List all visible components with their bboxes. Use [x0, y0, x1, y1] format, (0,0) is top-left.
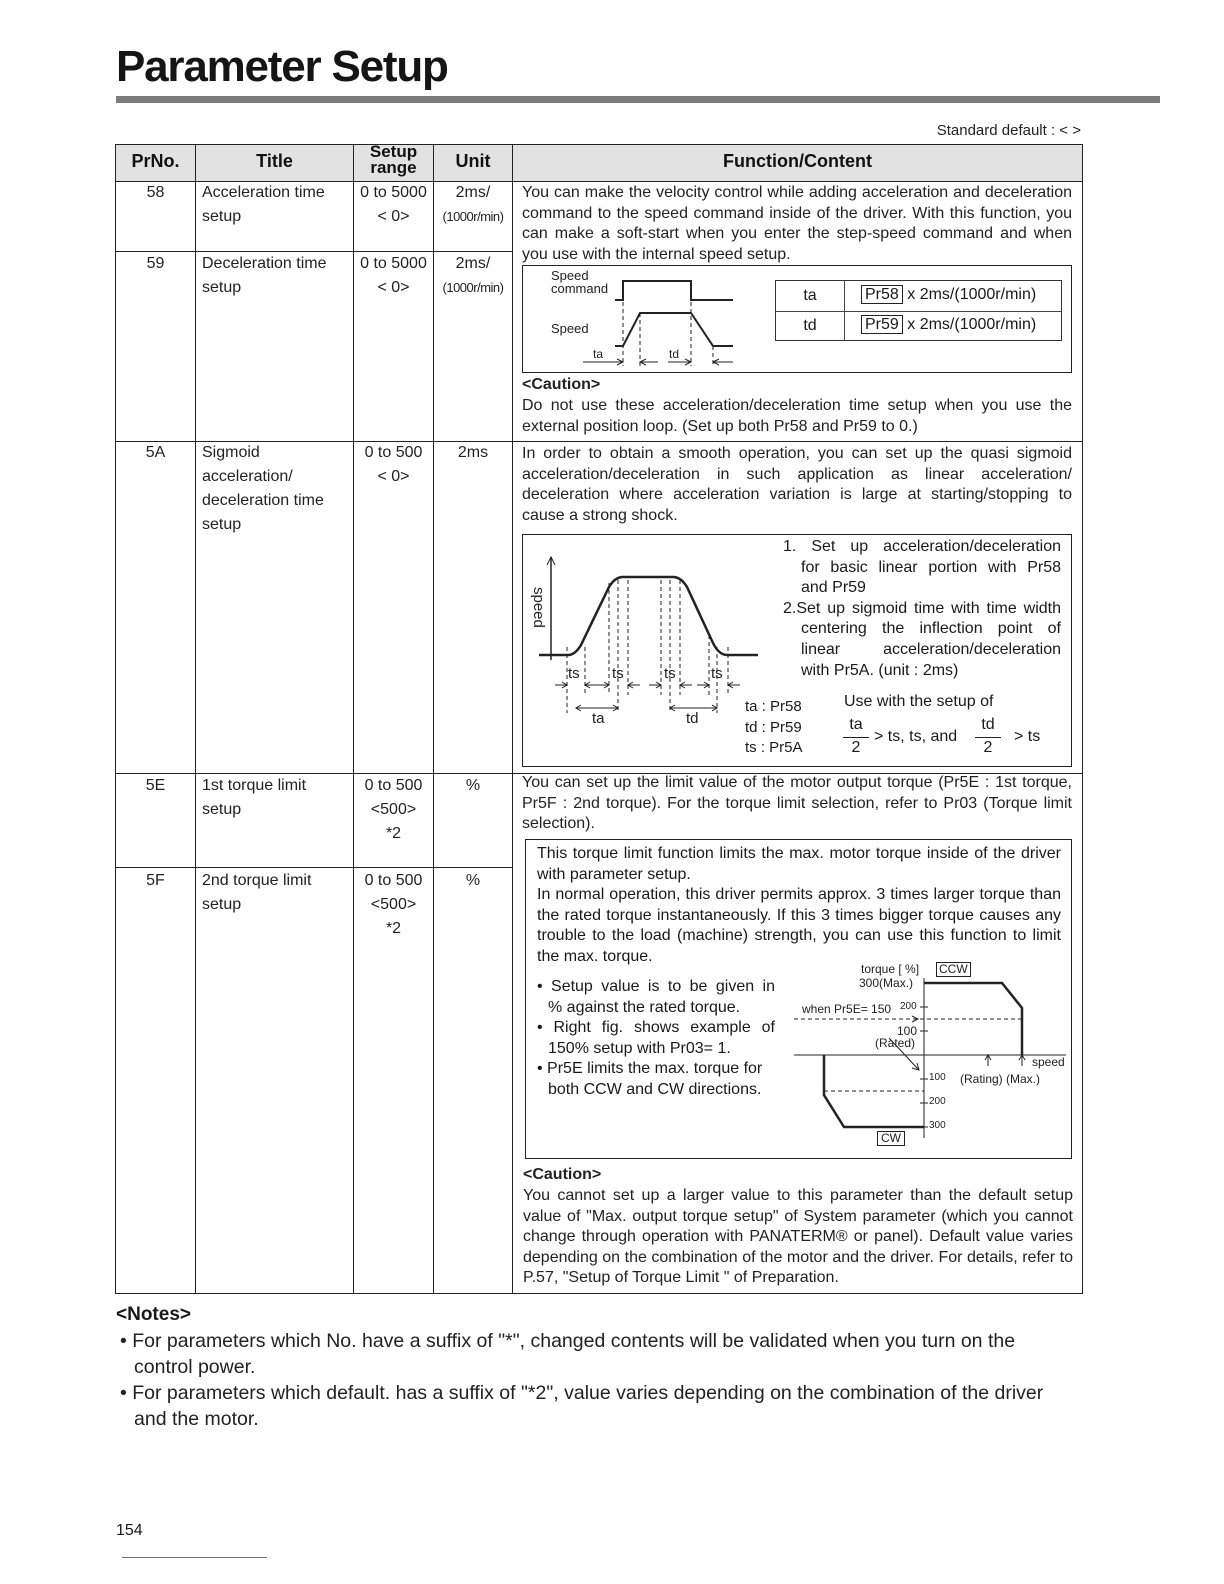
sigmoid-instructions [783, 537, 1061, 681]
box-paragraph: This torque limit function limits the max. motor torque inside of the driver with parameter setup. [537, 845, 1061, 883]
td-label: td [669, 347, 680, 361]
ts-label: ts [664, 665, 676, 682]
row-5f-unit: % [465, 872, 481, 889]
fraction-bar [975, 737, 1001, 738]
title-line: acceleration/ [202, 468, 293, 485]
tick-neg-100: 100 [929, 1072, 946, 1083]
range-value: 0 to 500 [364, 872, 423, 889]
speed-profile-diagram [523, 266, 773, 372]
legend-line: ts : Pr5A [745, 739, 803, 756]
torque-caution-text: You cannot set up a larger value to this parameter than the default setup value of "Max. output torque setup" of System parameter (which you cannot change through operation with PANATERM® or panel). Default value varies depending on the combination of the motor and the driver. For details, refer to P.57, "Setup of Torque Limit " of Preparation. [523, 1187, 1073, 1287]
default-value: < 0> [377, 208, 410, 225]
table-divider [512, 144, 513, 1294]
label-line: Speed [551, 268, 589, 283]
notes-title: <Notes> [116, 1304, 191, 1325]
table-divider [353, 144, 354, 1294]
row-5f-title [202, 869, 352, 917]
range-value: 0 to 500 [364, 444, 423, 461]
title-line: 2nd torque limit [202, 872, 312, 889]
row-5f-range [354, 869, 433, 941]
instruction-line: for basic linear portion with Pr58 [801, 558, 1061, 576]
header-setup-range [354, 144, 433, 176]
row-59-prno: 59 [146, 255, 165, 272]
td-formula: x 2ms/(1000r/min) [907, 316, 1037, 333]
frac-td-den: 2 [983, 739, 993, 756]
ta-label: ta [593, 347, 604, 361]
header-unit: Unit [455, 151, 491, 171]
sigmoid-diagram [523, 535, 763, 765]
note-line: • For parameters which No. have a suffix of "*", changed contents will be validated when you turn on the [120, 1330, 1016, 1352]
ccw-label: CCW [936, 962, 971, 977]
instruction-line: with Pr5A. (unit : 2ms) [801, 661, 959, 679]
title-line: setup [202, 896, 242, 913]
default-note: *2 [385, 920, 402, 937]
condition-end: > ts [1014, 728, 1041, 745]
torque-caution-title: <Caution> [523, 1166, 602, 1183]
instruction-line: linear acceleration/deceleration [801, 640, 1061, 658]
ta-formula: x 2ms/(1000r/min) [907, 286, 1037, 303]
legend-line: ta : Pr58 [745, 698, 802, 715]
ts-label: ts [612, 665, 624, 682]
row-5a-prno: 5A [145, 444, 166, 461]
torque-figure-box [525, 839, 1072, 1159]
td-param-row [861, 316, 1036, 334]
bullet-line: • Right fig. shows example of [537, 1019, 775, 1037]
table-border-top [115, 144, 1083, 145]
bullet-line: • Pr5E limits the max. torque for [537, 1060, 763, 1078]
row-5e-range [354, 774, 433, 846]
sigmoid-figure-box [522, 534, 1072, 767]
frac-td-num: td [981, 716, 995, 733]
accel-description: You can make the velocity control while adding acceleration and deceleration command to the speed command inside of the driver. With this function, you can make a soft-start when you enter the step-speed command and when you use with the internal speed setup. [522, 184, 1072, 263]
row-58-range [354, 181, 433, 229]
title-line: setup [202, 801, 242, 818]
row-5a-unit: 2ms [457, 444, 489, 461]
note-line: control power. [134, 1356, 256, 1378]
bullet-line: 150% setup with Pr03= 1. [548, 1039, 731, 1057]
row-5f-prno: 5F [146, 872, 165, 889]
ta-label: ta [592, 710, 605, 727]
row-5a-title [202, 441, 352, 537]
title-line: deceleration time [202, 492, 324, 509]
label-line: command [551, 281, 609, 296]
footer-rule [122, 1557, 267, 1558]
header-range-line: range [370, 158, 417, 177]
row-5a-range [354, 441, 433, 489]
rated-label: (Rated) [875, 1036, 916, 1050]
title-line: 1st torque limit [202, 777, 307, 794]
accel-caution-text: Do not use these acceleration/deceleration time setup when you use the external position loop. (Set up both Pr58 and Pr59 to 0.) [522, 397, 1072, 435]
range-value: 0 to 500 [364, 777, 423, 794]
row-divider [115, 867, 513, 868]
note-item [120, 1380, 1090, 1432]
unit-value: 2ms/ [455, 184, 491, 201]
box-paragraph: In normal operation, this driver permits approx. 3 times larger torque than the rated torque instantaneously. If this 3 times bigger torque causes any trouble to the load (machine) strength, you can use this function to limit the max. torque. [537, 886, 1061, 965]
table-border-left [115, 144, 116, 1294]
unit-sub: (1000r/min) [442, 209, 504, 224]
note-item [120, 1328, 1090, 1380]
page-number: 154 [116, 1522, 143, 1539]
pr5e-150-label: when Pr5E= 150 [802, 1002, 892, 1016]
torque-description: You can set up the limit value of the motor output torque (Pr5E : 1st torque, Pr5F : 2nd torque). For the torque limit selection, refer to Pr03 (Torque limit selection). [522, 774, 1072, 833]
range-value: 0 to 5000 [360, 255, 427, 272]
row-58-unit [434, 181, 512, 229]
title-line: Deceleration time [202, 255, 327, 272]
condition-middle: > ts, ts, and [874, 728, 958, 745]
ta-td-table [775, 280, 1062, 341]
fraction-bar [843, 737, 869, 738]
table-divider [195, 144, 196, 1294]
table-divider [776, 311, 1061, 312]
title-line: Acceleration time [202, 184, 325, 201]
row-5e-title [202, 774, 352, 822]
sigmoid-description: In order to obtain a smooth operation, you can set up the quasi sigmoid acceleration/deceleration in such application as linear acceleration/ deceleration where acceleration variation is large at starting/stopping to cause a strong shock. [522, 445, 1072, 524]
row-5e-unit: % [465, 777, 481, 794]
header-function: Function/Content [723, 151, 872, 171]
table-divider [433, 144, 434, 1294]
rating-max-label: (Rating) (Max.) [960, 1072, 1041, 1086]
bullet-line: • Setup value is to be given in [537, 978, 775, 995]
speed-axis-label: speed [1032, 1055, 1065, 1069]
tick-100: 100 [897, 1024, 918, 1038]
torque-axis-label: torque [ %] [861, 962, 920, 976]
table-border-bottom [115, 1293, 1083, 1294]
header-setup-line: Setup [369, 142, 418, 161]
row-58-prno: 58 [146, 184, 165, 201]
header-title: Title [256, 151, 293, 171]
instruction-line: 1. Set up acceleration/deceleration [783, 538, 1061, 555]
sigmoid-legend [745, 697, 803, 759]
frac-ta-num: ta [849, 716, 863, 733]
row-58-title [202, 181, 352, 229]
instruction-line: 2.Set up sigmoid time with time width [783, 599, 1061, 617]
row-5e-prno: 5E [145, 777, 166, 794]
tick-200: 200 [900, 1001, 917, 1012]
bullet-line: both CCW and CW directions. [548, 1080, 762, 1098]
default-value: <500> [370, 801, 417, 818]
frac-ta-den: 2 [851, 739, 861, 756]
accel-caution-title: <Caution> [522, 376, 601, 393]
td-label: td [686, 710, 699, 727]
cw-label: CW [877, 1131, 905, 1146]
unit-sub: (1000r/min) [442, 280, 504, 295]
note-line: and the motor. [134, 1408, 259, 1430]
title-line: Sigmoid [202, 444, 260, 461]
page-title: Parameter Setup [116, 42, 448, 91]
standard-default-note: Standard default : < > [936, 122, 1081, 139]
td-name: td [803, 317, 817, 334]
default-value: < 0> [377, 468, 410, 485]
default-value: < 0> [377, 279, 410, 296]
ts-label: ts [711, 665, 723, 682]
speed-axis-label: speed [530, 587, 547, 628]
instruction-line: centering the inflection point of [801, 620, 1061, 638]
range-value: 0 to 5000 [360, 184, 427, 201]
title-line: setup [202, 208, 242, 225]
legend-line: td : Pr59 [745, 718, 802, 736]
title-line: setup [202, 516, 242, 533]
default-value: <500> [370, 896, 417, 913]
sigmoid-condition [843, 716, 1083, 760]
max-300-label: 300(Max.) [859, 976, 914, 990]
use-with-label: Use with the setup of [844, 693, 994, 710]
tick-neg-200: 200 [929, 1096, 946, 1107]
row-59-range [354, 252, 433, 300]
tick-neg-300: 300 [929, 1120, 946, 1131]
title-rule [116, 96, 1160, 103]
instruction-line: and Pr59 [801, 579, 866, 597]
title-line: setup [202, 279, 242, 296]
default-note: *2 [385, 825, 402, 842]
bullet-line: % against the rated torque. [548, 998, 741, 1016]
ta-param-row [861, 286, 1036, 304]
ts-label: ts [568, 665, 580, 682]
torque-bullets [537, 977, 775, 1101]
speed-label: Speed [551, 321, 589, 336]
pr59-box: Pr59 [861, 315, 903, 334]
pr58-box: Pr58 [861, 285, 903, 304]
header-prno: PrNo. [131, 151, 180, 171]
unit-value: 2ms/ [455, 255, 491, 272]
ta-name: ta [803, 287, 817, 304]
accel-figure-box [522, 265, 1072, 373]
row-59-unit [434, 252, 512, 300]
torque-box-text [537, 844, 1061, 968]
note-line: • For parameters which default. has a suffix of "*2", value varies depending on the combination of the driver [120, 1382, 1044, 1404]
row-59-title [202, 252, 352, 300]
